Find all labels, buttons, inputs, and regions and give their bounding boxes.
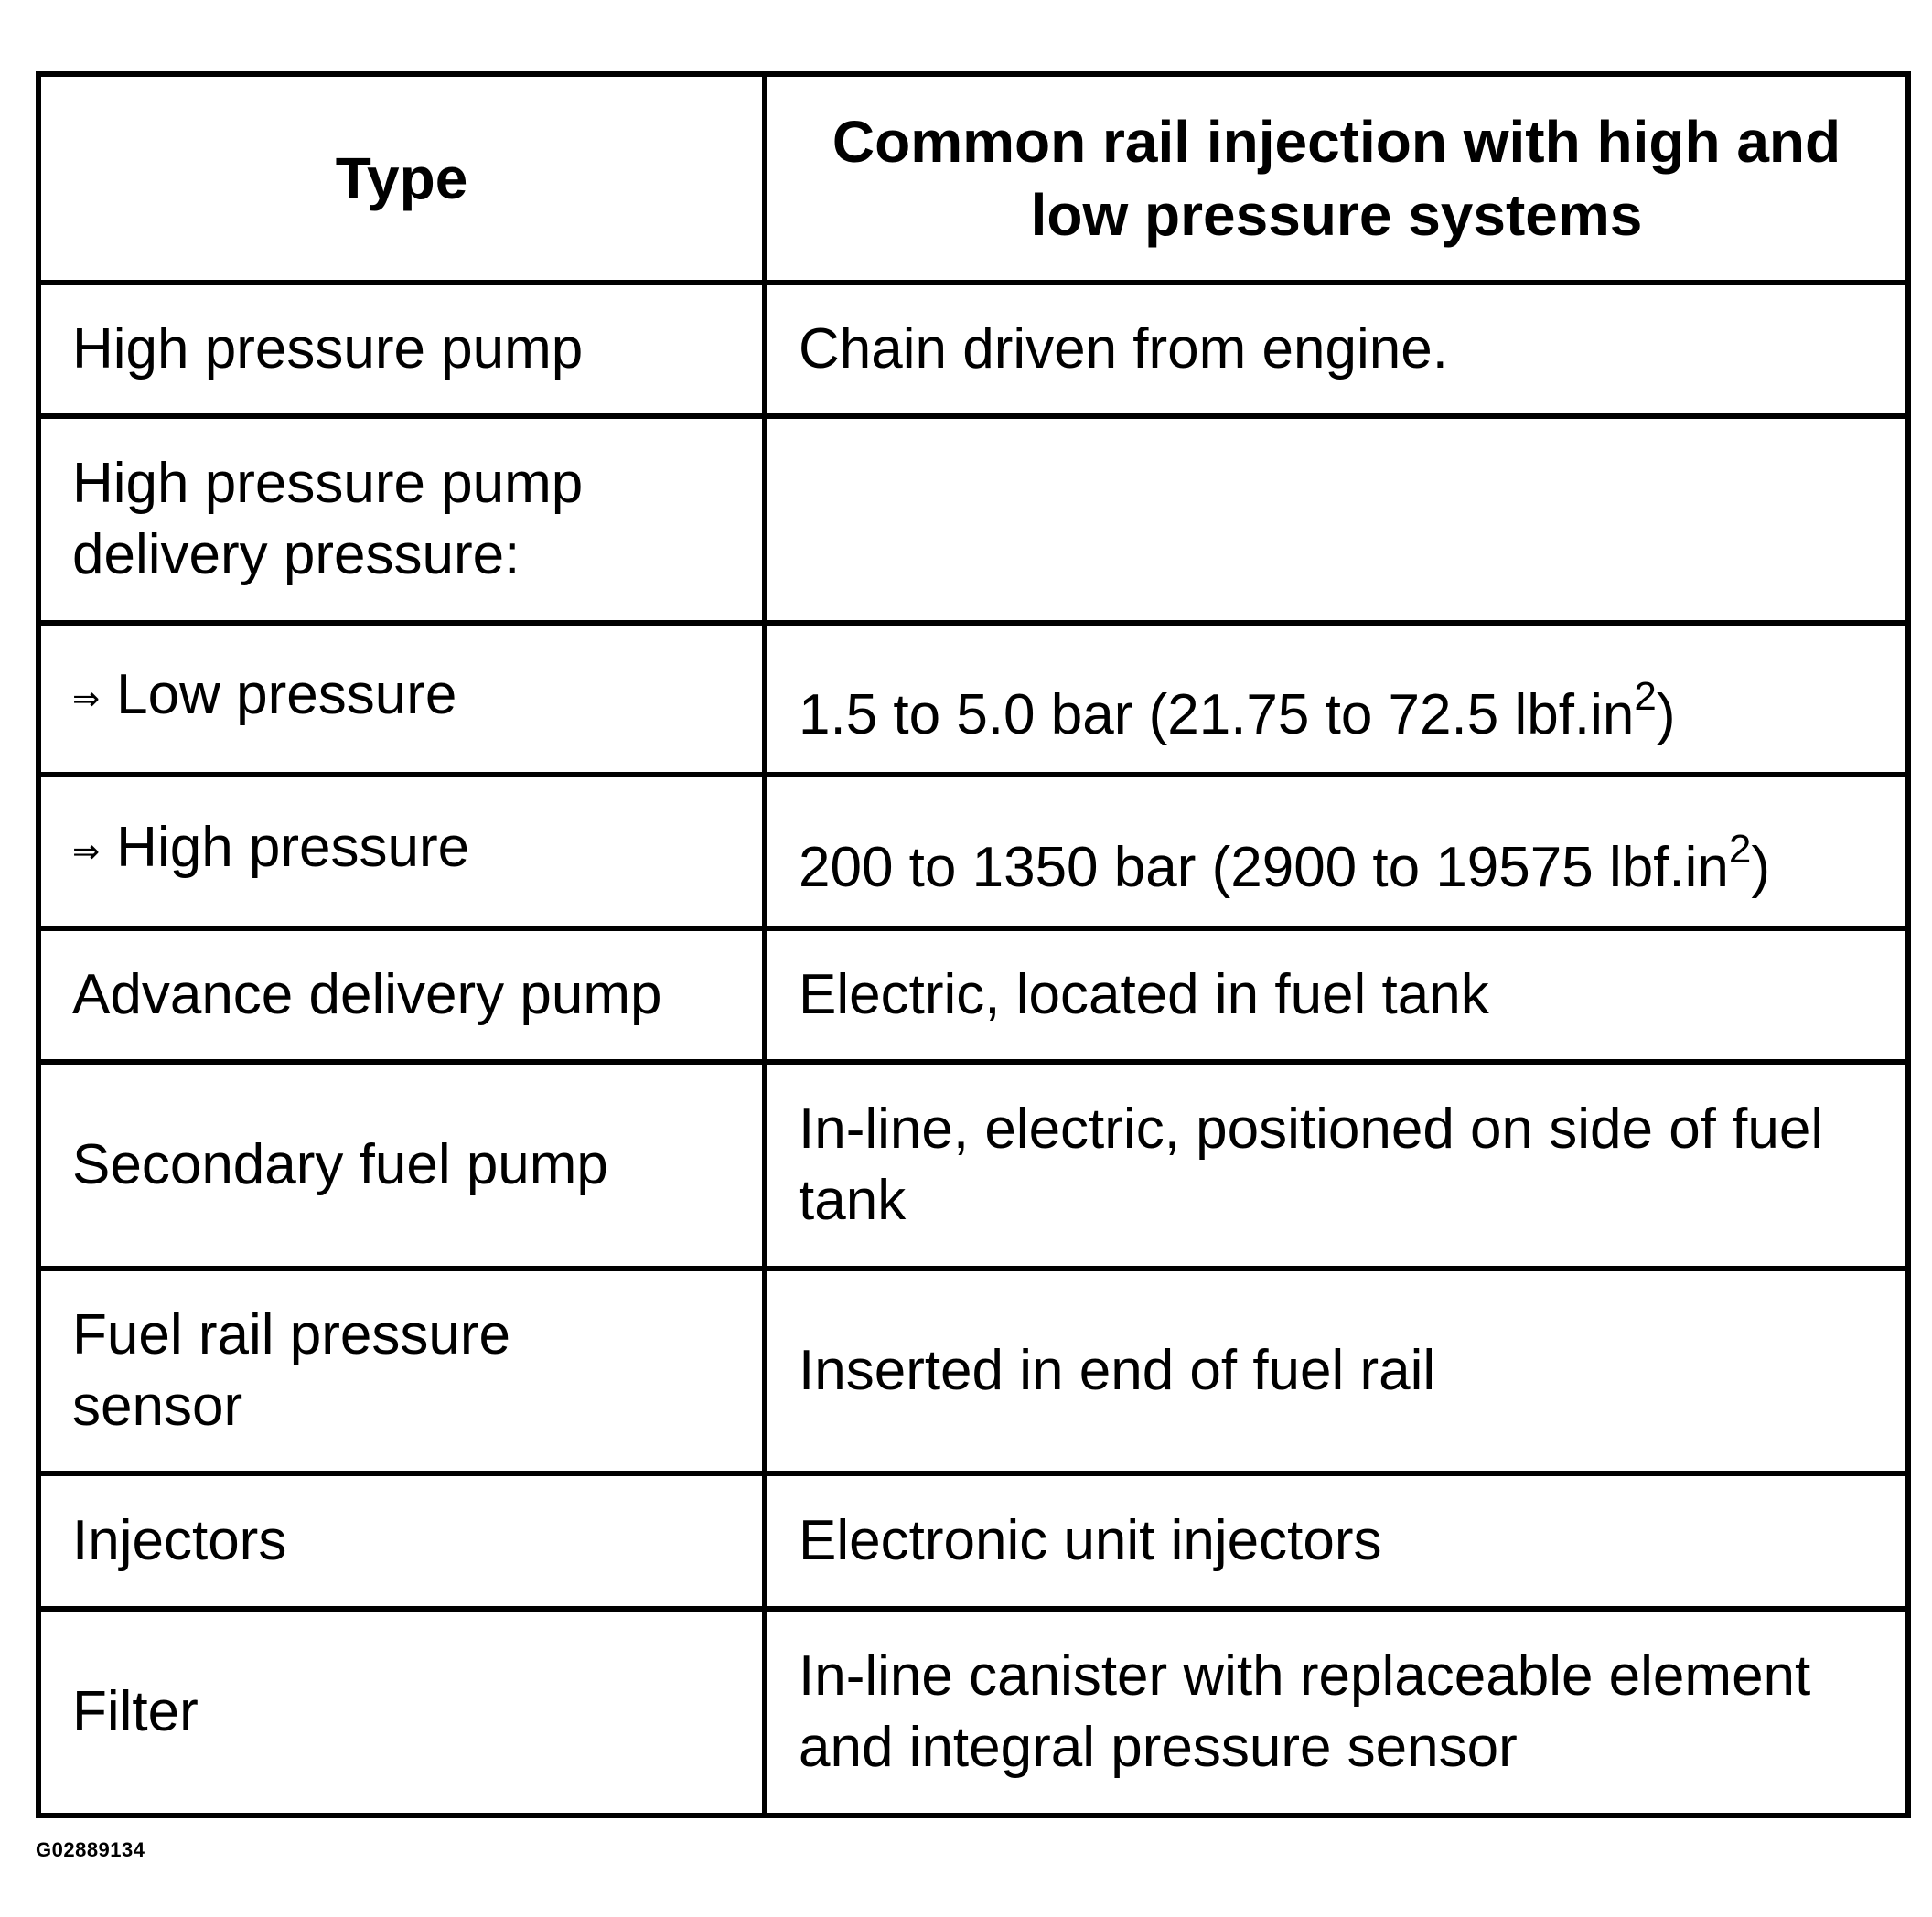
row-label: Secondary fuel pump [38,1062,765,1269]
row-label: High pressure pump [38,283,765,416]
row-value [765,416,1908,623]
row-label: Injectors [38,1473,765,1609]
superscript: 2 [1634,674,1657,719]
row-label: High pressure [116,815,470,879]
table-row [38,775,1908,928]
row-label: Filter [38,1609,765,1815]
row-value: 200 to 1350 bar (2900 to 19575 lbf.in [799,836,1729,899]
table-row [38,1062,1908,1269]
spec-table [36,71,1911,1818]
row-value-cell [765,775,1908,928]
header-type: Type [38,74,765,283]
row-value: Electric, located in fuel tank [765,928,1908,1062]
arrow-icon: ⇒ [72,832,101,871]
header-system: Common rail injection with high and low pressure systems [765,74,1908,283]
row-value: Electronic unit injectors [765,1473,1908,1609]
row-value: Chain driven from engine. [765,283,1908,416]
row-value: Inserted in end of fuel rail [765,1269,1908,1473]
row-label: Advance delivery pump [38,928,765,1062]
table-row [38,416,1908,623]
row-value-wrap [799,827,1771,899]
table-row [38,1269,1908,1473]
row-value-end: ) [1656,683,1676,746]
row-label: Low pressure [116,662,457,726]
row-value: In-line canister with replaceable element and integral pressure sensor [765,1609,1908,1815]
table-row [38,1473,1908,1609]
row-value-end: ) [1751,836,1771,899]
table-row [38,283,1908,416]
table-row [38,1609,1908,1815]
figure-id: G02889134 [36,1838,145,1861]
row-label: Fuel rail pressure sensor [38,1269,765,1473]
arrow-icon: ⇒ [72,680,101,718]
row-value-cell [765,623,1908,775]
header-row [38,74,1908,283]
row-label-cell [38,623,765,775]
superscript: 2 [1728,827,1752,872]
row-label-cell [38,775,765,928]
row-value: In-line, electric, positioned on side of fuel tank [765,1062,1908,1269]
row-label: High pressure pump delivery pressure: [38,416,765,623]
row-value-wrap [799,674,1676,746]
table-row [38,623,1908,775]
table-row [38,928,1908,1062]
row-value: 1.5 to 5.0 bar (21.75 to 72.5 lbf.in [799,683,1635,746]
